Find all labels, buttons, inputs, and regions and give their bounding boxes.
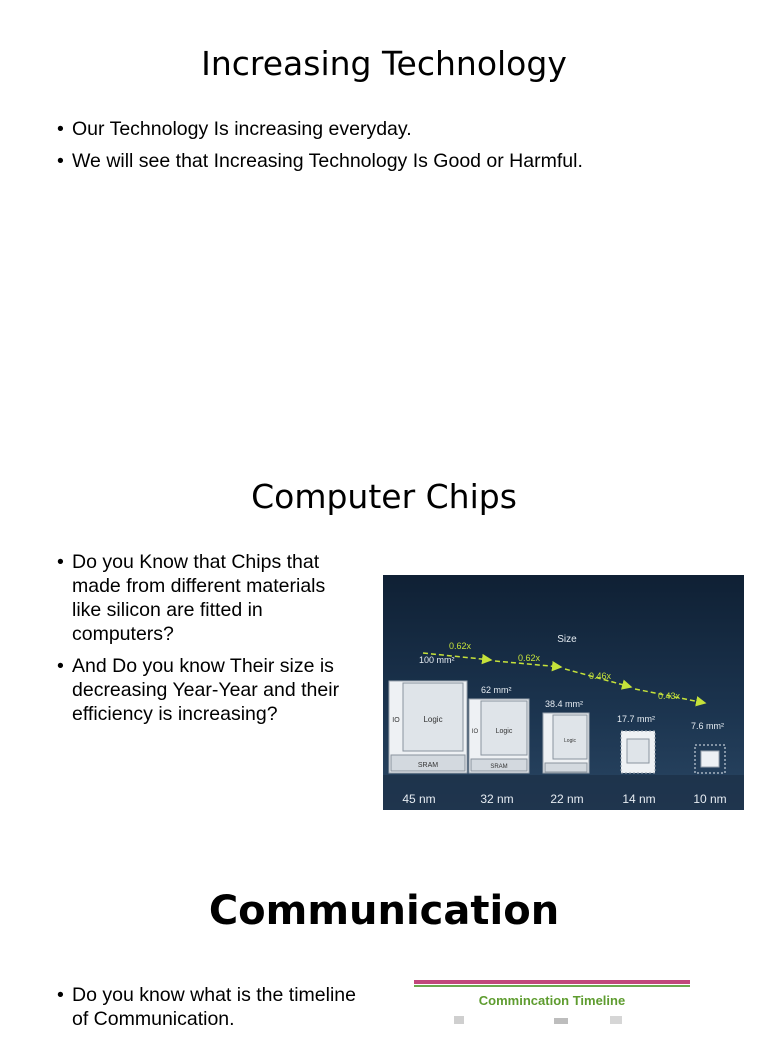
svg-text:IO: IO — [471, 729, 479, 735]
chip-scaling-figure — [383, 575, 744, 810]
area-label: 38.4 mm² — [545, 699, 584, 709]
slide-title-communication: Communication — [208, 888, 560, 934]
factor-label: 0.46x — [589, 671, 612, 681]
list-item: • And Do you know Their size is decreasing Year-Year and their efficiency is increasing? — [57, 654, 357, 726]
area-label: 17.7 mm² — [617, 714, 656, 724]
timeline-bar-top — [414, 980, 690, 984]
die-32nm — [469, 699, 529, 773]
list-item: • Our Technology Is increasing everyday. — [57, 117, 737, 141]
svg-text:Logic: Logic — [564, 738, 576, 744]
slide1-bullet-list — [57, 117, 737, 181]
area-label: 62 mm² — [481, 685, 512, 695]
die-14nm — [621, 731, 655, 773]
slide-title-increasing-technology: Increasing Technology — [201, 44, 567, 83]
timeline-title: Commincation Timeline — [478, 993, 626, 1008]
area-label: 7.6 mm² — [691, 721, 725, 731]
svg-text:Logic: Logic — [495, 728, 513, 735]
size-label: Size — [557, 634, 577, 645]
node-label: 22 nm — [550, 792, 584, 806]
node-label: 32 nm — [480, 792, 514, 806]
slide-title-computer-chips: Computer Chips — [251, 477, 517, 516]
list-item: • Do you know what is the timeline of Communication. — [57, 983, 357, 1031]
factor-label: 0.62x — [518, 653, 541, 663]
svg-text:SRAM: SRAM — [490, 764, 508, 770]
area-label: 100 mm² — [419, 655, 455, 665]
slide3-bullet-list — [57, 983, 357, 1039]
svg-text:Logic: Logic — [423, 715, 443, 724]
node-label: 14 nm — [622, 792, 656, 806]
list-item: • Do you Know that Chips that made from different materials like silicon are fitted in computers? — [57, 550, 357, 646]
svg-text:SRAM: SRAM — [417, 762, 439, 769]
factor-label: 0.62x — [449, 641, 472, 651]
node-label: 10 nm — [693, 792, 727, 806]
timeline-bar-bottom — [414, 985, 690, 987]
die-22nm — [543, 713, 589, 773]
die-45nm — [389, 681, 467, 773]
communication-timeline-figure — [414, 980, 690, 1024]
factor-label: 0.43x — [658, 691, 681, 701]
list-item: • We will see that Increasing Technology Is Good or Harmful. — [57, 149, 737, 173]
node-label: 45 nm — [402, 792, 436, 806]
slide2-bullet-list — [57, 550, 357, 734]
svg-text:IO: IO — [392, 717, 400, 724]
